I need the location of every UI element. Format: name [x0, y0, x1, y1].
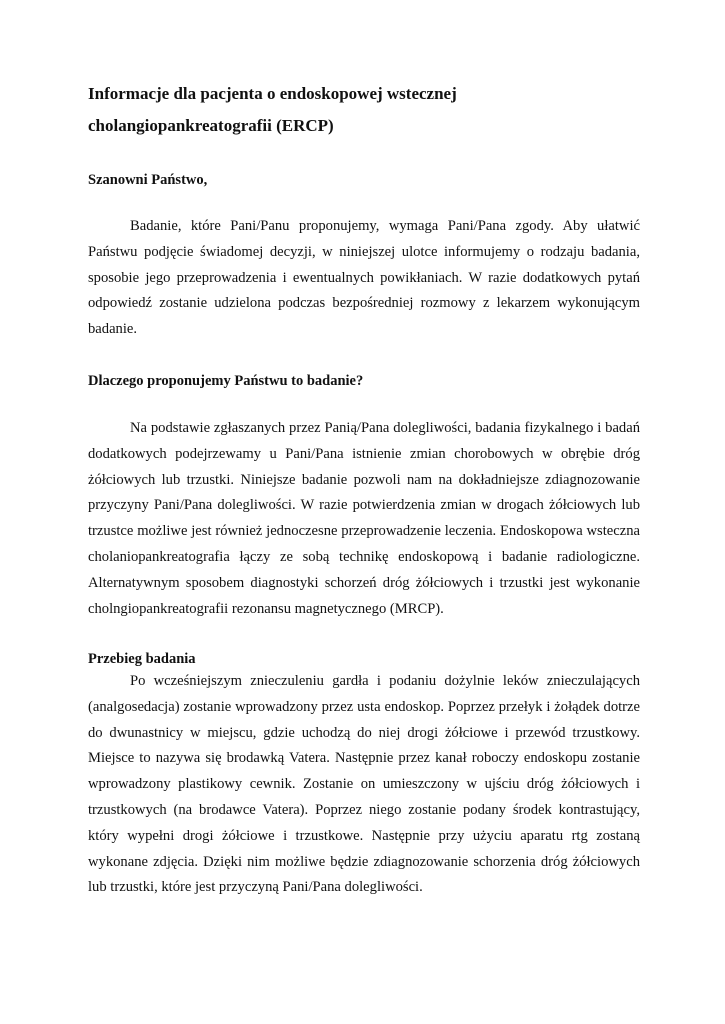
document-title — [88, 78, 640, 142]
section-paragraph-course: Po wcześniejszym znieczuleniu gardła i podaniu dożylnie leków znieczulających (analgosedacja) zostanie wprowadzony przez usta endoskop. Poprzez przełyk i żołądek dotrze do dwunastnicy w miejscu, gdzie uchodzą do niej drogi żółciowe i przewód trzustkowy. Miejsce to nazywa się brodawką Vatera. Następnie przez kanał roboczy endoskopu zostanie wprowadzony plastikowy cewnik. Zostanie on umieszczony w ujściu dróg żółciowych i trzustkowych (na brodawce Vatera). Poprzez niego zostanie podany środek kontrastujący, który wypełni drogi żółciowe i trzustkowe. Następnie przy użyciu aparatu rtg zostaną wykonane zdjęcia. Dzięki nim możliwe będzie zdiagnozowanie schorzenia dróg żółciowych lub trzustki, które jest przyczyną Pani/Pana dolegliwości. — [88, 673, 640, 896]
section-paragraph-why: Na podstawie zgłaszanych przez Panią/Pana dolegliwości, badania fizykalnego i badań dodatkowych podejrzewamy u Pani/Pana istnienie zmian chorobowych w obrębie dróg żółciowych lub trzustki. Niniejsze badanie pozwoli nam na dokładniejsze zdiagnozowanie przyczyny Pani/Pana dolegliwości. W razie potwierdzenia zmian w drogach żółciowych lub trzustce możliwe jest również jednoczesne przeprowadzenie leczenia. Endoskopowa wsteczna cholaniopankreatografia łączy ze sobą technikę endoskopową i badanie radiologiczne. Alternatywnym sposobem diagnostyki schorzeń dróg żółciowych i trzustki jest wykonanie cholngiopankreatografii rezonansu magnetycznego (MRCP). — [88, 420, 640, 617]
section-heading-course: Przebieg badania — [88, 651, 196, 667]
document-page — [88, 78, 640, 896]
document-title-line1: Informacje dla pacjenta o endoskopowej wstecznej — [88, 84, 457, 103]
document-title-line2: cholangiopankreatografii (ERCP) — [88, 116, 334, 135]
section-heading-why: Dlaczego proponujemy Państwu to badanie? — [88, 373, 364, 389]
intro-paragraph: Badanie, które Pani/Panu proponujemy, wymaga Pani/Pana zgody. Aby ułatwić Państwu podjęcie świadomej decyzji, w niniejszej ulotce informujemy o rodzaju badania, sposobie jego przeprowadzenia i ewentualnych powikłaniach. W razie dodatkowych pytań odpowiedź zostanie udzielona podczas bezpośredniej rozmowy z lekarzem wykonującym badanie. — [88, 218, 640, 338]
greeting: Szanowni Państwo, — [88, 172, 208, 188]
